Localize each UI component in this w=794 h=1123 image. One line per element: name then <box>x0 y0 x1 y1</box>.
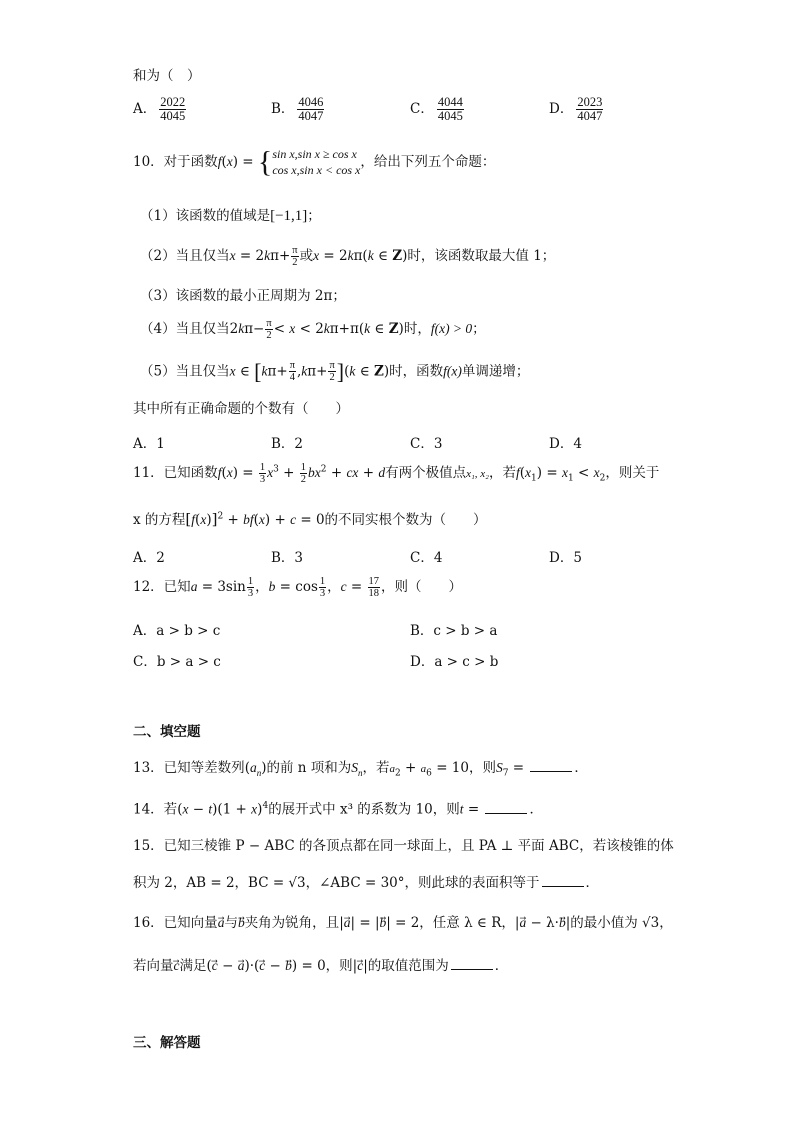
q10-proposition-5: （5）当且仅当x ∈ [kπ+ $\frac{\pi}{4}$ ,kπ+ $\frac{\pi}{2}$ ](k ∈ Z)时，函数f(x)单调递增； <box>140 359 530 384</box>
q12-stem: 12．已知a = 3sin $\frac{1}{3}$ ，b = cos $\frac{1}{3}$ ，c = $\frac{17}{18}$ ，则（ ） <box>133 576 463 600</box>
q12-option-d: D．a > c > b <box>410 654 499 670</box>
q10-option-d: D．4 <box>549 436 582 452</box>
q10-option-a: A．1 <box>133 436 165 452</box>
q10-option-c: C．3 <box>410 436 443 452</box>
q11-option-c: C．4 <box>410 550 443 566</box>
q9-option-b: B． $\frac{4046}{4047}$ <box>271 95 324 124</box>
q16-stem: 16．已知向量a与b夹角为锐角，且|a⃗| = |b⃗| = 2，任意 λ ∈ R，|a⃗ − λ·b⃗|的最小值为 √3， <box>133 915 673 931</box>
section-fill-in-heading: 二、填空题 <box>133 724 201 740</box>
answer-blank[interactable] <box>530 771 572 772</box>
q12-option-b: B．c > b > a <box>410 623 498 639</box>
piecewise-function: { sin x,sin x ≥ cos x cos x,sin x < cos x <box>257 145 361 179</box>
q15-stem: 15．已知三棱锥 P − ABC 的各顶点都在同一球面上，且 PA ⊥ 平面 ABC，若该棱锥的体 <box>133 838 674 854</box>
q10-proposition-4: （4）当且仅当2kπ− $\frac{\pi}{2}$ < x < 2kπ+π(k ∈ Z)时，f(x) > 0； <box>140 318 486 342</box>
q10-proposition-1: （1）该函数的值域是[−1,1]； <box>140 208 321 224</box>
answer-blank[interactable] <box>542 886 584 887</box>
q11-stem-line2: x 的方程$[f(x)]^2 + bf(x) + c = 0$的不同实根个数为（ ） <box>133 510 487 528</box>
q11-option-d: D．5 <box>549 550 582 566</box>
q11-option-b: B．3 <box>271 550 304 566</box>
q10-proposition-3: （3）该函数的最小正周期为 2π； <box>140 288 346 304</box>
q10-stem: 10．对于函数f(x) = { sin x,sin x ≥ cos x cos x,sin x < cos x ，给出下列五个命题： <box>133 145 496 179</box>
q12-option-a: A．a > b > c <box>133 623 221 639</box>
q11-stem: 11．已知函数f(x) = $\frac{1}{3}$ $x^3$ + $\frac{1}{2}$ $bx^2$ + cx + d有两个极值点x₁, x₂，若$f(x_1) = x_1 < x_2$，则关于 <box>133 462 660 486</box>
q10-option-b: B．2 <box>271 436 304 452</box>
q10-question: 其中所有正确命题的个数有（ ） <box>133 401 349 417</box>
q13-stem: 13．已知等差数列$(a_n)$的前 n 项和为$S_n$，若$a_2 + a_6 = 10$，则$S_7$ = ． <box>133 760 588 779</box>
q16-stem-line2: 若向量c满足(c⃗ − a⃗)·(c⃗ − b⃗) = 0，则|c⃗|的取值范围为 ． <box>133 958 509 974</box>
q9-tail: 和为（ ） <box>133 68 201 84</box>
q10-proposition-2: （2）当且仅当x = 2kπ+ $\frac{\pi}{2}$ 或x = 2kπ(k ∈ Z)时，该函数取最大值 1； <box>140 245 556 269</box>
q15-stem-line2: 积为 2，AB = 2，BC = √3，∠ABC = 30°，则此球的表面积等于 ． <box>133 875 600 891</box>
q11-option-a: A．2 <box>133 550 165 566</box>
answer-blank[interactable] <box>485 813 527 814</box>
q9-option-c: C． $\frac{4044}{4045}$ <box>410 95 463 124</box>
q12-option-c: C．b > a > c <box>133 654 221 670</box>
answer-blank[interactable] <box>451 969 493 970</box>
q9-option-d: D． $\frac{2023}{4047}$ <box>549 95 603 124</box>
q14-stem: 14．若$(x - t)(1 + x)^4$的展开式中 x³ 的系数为 10，则t = ． <box>133 801 543 818</box>
q9-option-a: A． $\frac{2022}{4045}$ <box>133 95 186 124</box>
section-solution-heading: 三、解答题 <box>133 1035 201 1051</box>
